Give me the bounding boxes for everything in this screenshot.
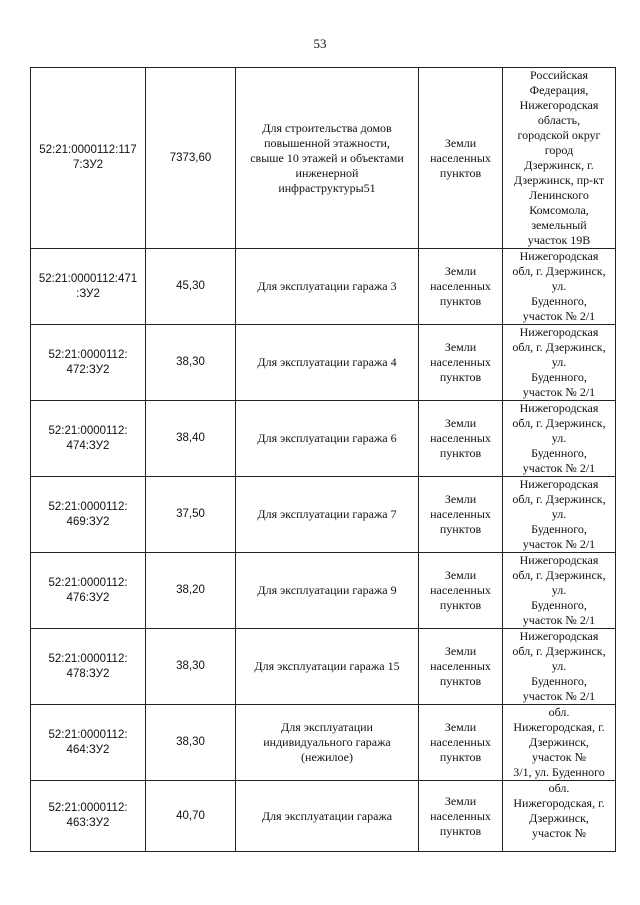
- table-row: [31, 325, 616, 401]
- cadastral-number-cell: 52:21:0000112: 469:ЗУ2: [31, 477, 146, 553]
- land-category-cell: Земли населенных пунктов: [419, 249, 503, 325]
- area-cell: 38,30: [146, 325, 236, 401]
- table-row: [31, 553, 616, 629]
- address-cell: обл. Нижегородская, г. Дзержинск, участок № 3/1, ул. Буденного: [503, 705, 616, 781]
- land-category-cell: Земли населенных пунктов: [419, 68, 503, 249]
- address-cell: Нижегородская обл, г. Дзержинск, ул. Буденного, участок № 2/1: [503, 553, 616, 629]
- address-cell: Нижегородская обл, г. Дзержинск, ул. Буденного, участок № 2/1: [503, 249, 616, 325]
- area-cell: 7373,60: [146, 68, 236, 249]
- land-plots-table: [30, 67, 616, 852]
- address-cell: обл. Нижегородская, г. Дзержинск, участок №: [503, 781, 616, 852]
- address-cell: Нижегородская обл, г. Дзержинск, ул. Буденного, участок № 2/1: [503, 629, 616, 705]
- cadastral-number-cell: 52:21:0000112: 476:ЗУ2: [31, 553, 146, 629]
- table-row: [31, 781, 616, 852]
- cadastral-number-cell: 52:21:0000112: 464:ЗУ2: [31, 705, 146, 781]
- permitted-use-cell: Для эксплуатации гаража 7: [236, 477, 419, 553]
- permitted-use-cell: Для эксплуатации гаража 3: [236, 249, 419, 325]
- table-row: [31, 629, 616, 705]
- permitted-use-cell: Для эксплуатации индивидуального гаража (нежилое): [236, 705, 419, 781]
- area-cell: 45,30: [146, 249, 236, 325]
- table-row: [31, 401, 616, 477]
- land-category-cell: Земли населенных пунктов: [419, 705, 503, 781]
- table-row: [31, 249, 616, 325]
- cadastral-number-cell: 52:21:0000112: 474:ЗУ2: [31, 401, 146, 477]
- cadastral-number-cell: 52:21:0000112:117 7:ЗУ2: [31, 68, 146, 249]
- area-cell: 38,20: [146, 553, 236, 629]
- land-category-cell: Земли населенных пунктов: [419, 401, 503, 477]
- address-cell: Российская Федерация, Нижегородская область, городской округ город Дзержинск, г. Дзержинск, пр-кт Ленинского Комсомола, земельный участок 19В: [503, 68, 616, 249]
- table-row: [31, 68, 616, 249]
- permitted-use-cell: Для эксплуатации гаража 15: [236, 629, 419, 705]
- area-cell: 38,40: [146, 401, 236, 477]
- table-row: [31, 705, 616, 781]
- land-category-cell: Земли населенных пунктов: [419, 629, 503, 705]
- land-category-cell: Земли населенных пунктов: [419, 553, 503, 629]
- permitted-use-cell: Для эксплуатации гаража 9: [236, 553, 419, 629]
- cadastral-number-cell: 52:21:0000112: 478:ЗУ2: [31, 629, 146, 705]
- address-cell: Нижегородская обл, г. Дзержинск, ул. Буденного, участок № 2/1: [503, 477, 616, 553]
- area-cell: 38,30: [146, 629, 236, 705]
- area-cell: 40,70: [146, 781, 236, 852]
- cadastral-number-cell: 52:21:0000112: 472:ЗУ2: [31, 325, 146, 401]
- permitted-use-cell: Для строительства домов повышенной этажности, свыше 10 этажей и объектами инженерной инфраструктуры51: [236, 68, 419, 249]
- land-category-cell: Земли населенных пунктов: [419, 325, 503, 401]
- cadastral-number-cell: 52:21:0000112:471 :ЗУ2: [31, 249, 146, 325]
- address-cell: Нижегородская обл, г. Дзержинск, ул. Буденного, участок № 2/1: [503, 325, 616, 401]
- area-cell: 38,30: [146, 705, 236, 781]
- cadastral-number-cell: 52:21:0000112: 463:ЗУ2: [31, 781, 146, 852]
- land-category-cell: Земли населенных пунктов: [419, 477, 503, 553]
- address-cell: Нижегородская обл, г. Дзержинск, ул. Буденного, участок № 2/1: [503, 401, 616, 477]
- table-row: [31, 477, 616, 553]
- area-cell: 37,50: [146, 477, 236, 553]
- permitted-use-cell: Для эксплуатации гаража: [236, 781, 419, 852]
- page-number: 53: [313, 36, 327, 51]
- permitted-use-cell: Для эксплуатации гаража 6: [236, 401, 419, 477]
- land-category-cell: Земли населенных пунктов: [419, 781, 503, 852]
- permitted-use-cell: Для эксплуатации гаража 4: [236, 325, 419, 401]
